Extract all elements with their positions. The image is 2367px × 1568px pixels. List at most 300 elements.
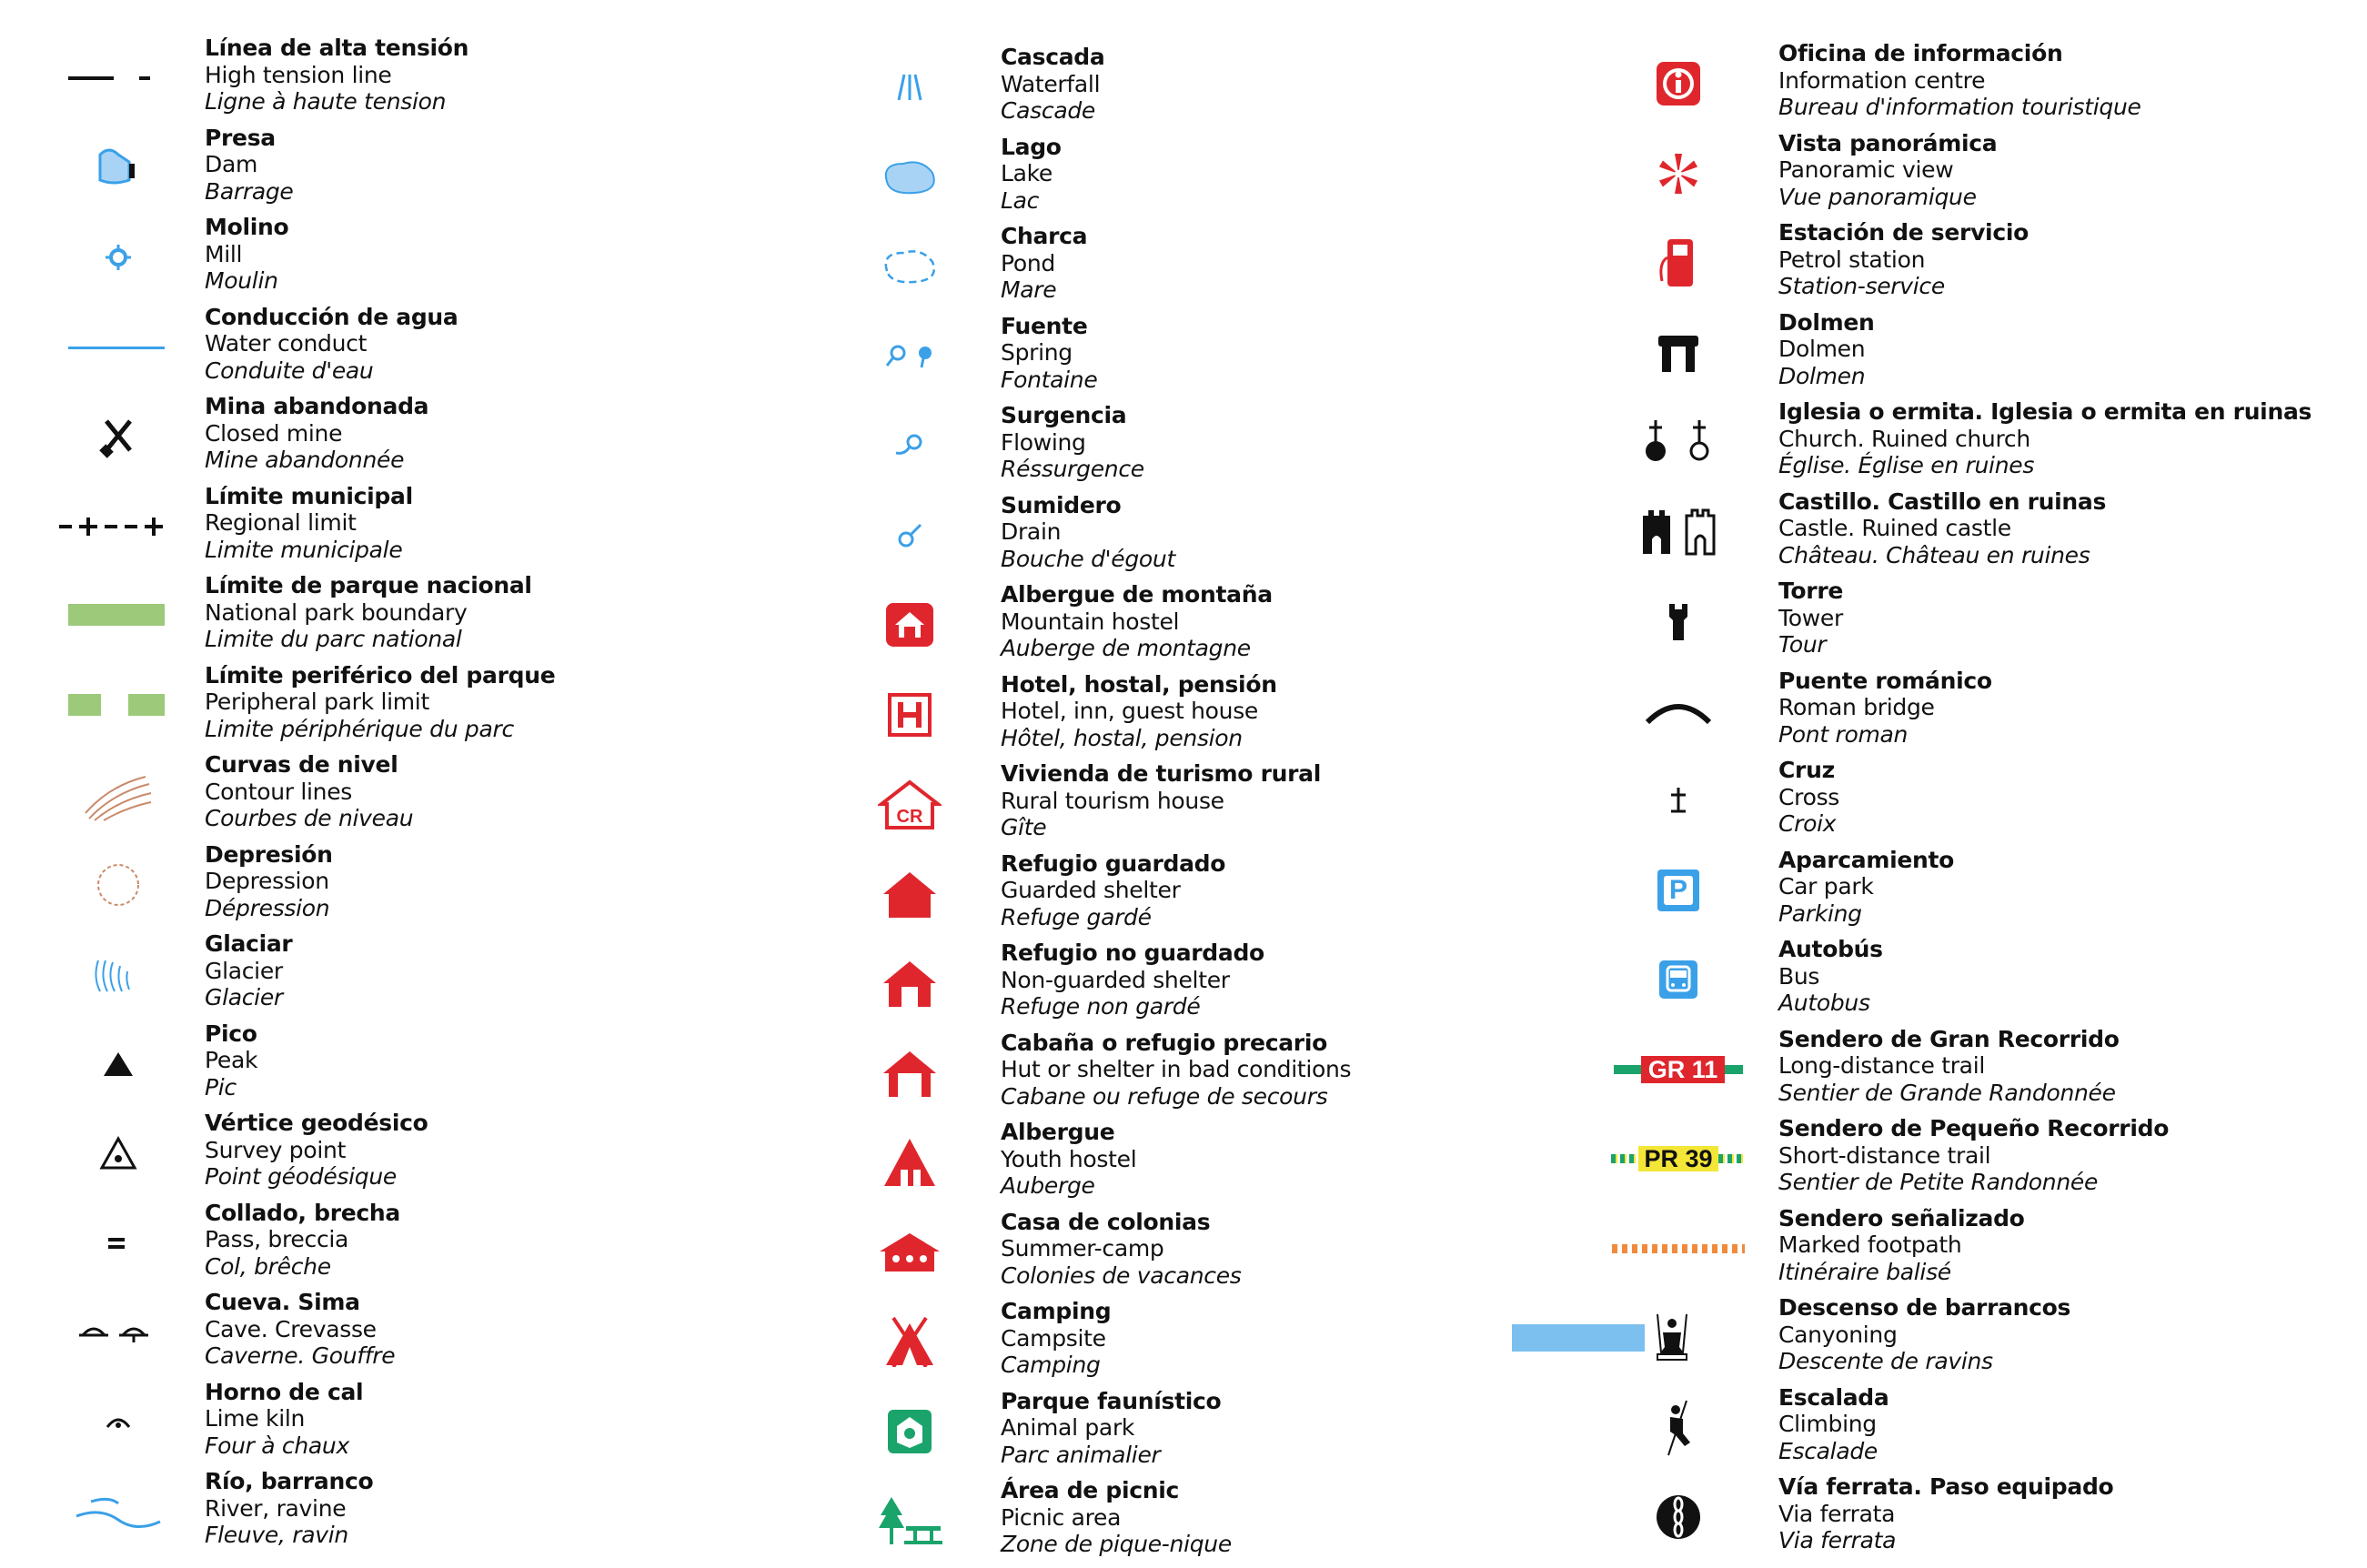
label-fr: Hôtel, hostal, pension	[1001, 724, 1243, 751]
label-fr: Station-service	[1778, 273, 1945, 299]
pond-icon	[828, 230, 992, 303]
legend-text	[1778, 668, 1992, 749]
legend-entry-lake	[791, 134, 1574, 224]
legend-entry-park-boundary	[0, 572, 782, 662]
legend-entry-non-guarded-shelter	[791, 940, 1574, 1030]
label-fr: Limite périphérique du parc	[205, 715, 514, 742]
guarded-shelter-icon	[828, 858, 992, 930]
label-en: Closed mine	[205, 419, 343, 447]
label-fr: Pont roman	[1778, 720, 1909, 748]
label-en: Canyoning	[1778, 1321, 1898, 1348]
legend-entry-hut	[791, 1030, 1574, 1120]
label-en: Bus	[1778, 962, 1820, 990]
label-fr: Limite municipale	[205, 536, 403, 563]
legend-text	[1778, 309, 1875, 390]
legend-entry-petrol-station	[1537, 219, 2320, 309]
label-fr: Courbes de niveau	[205, 805, 414, 831]
castle-icon	[1592, 496, 1765, 568]
label-en: Youth hostel	[1001, 1145, 1137, 1172]
label-fr: Château. Château en ruines	[1778, 541, 2090, 568]
label-fr: Cascade	[1001, 97, 1096, 124]
label-en: Lime kiln	[205, 1405, 306, 1432]
label-en: Regional limit	[205, 509, 357, 536]
label-fr: Caverne. Gouffre	[205, 1342, 396, 1369]
depression-icon	[36, 849, 200, 921]
label-en: Dolmen	[1778, 336, 1866, 362]
church-icon	[1592, 406, 1765, 478]
animal-park-icon	[828, 1395, 992, 1468]
label-es: Lago	[1001, 133, 1062, 160]
label-es: Presa	[205, 124, 276, 151]
label-fr: Descente de ravins	[1778, 1348, 1993, 1374]
legend-entry-panoramic-view	[1537, 130, 2320, 220]
legend-text	[205, 304, 458, 385]
legend-text	[1778, 488, 2106, 569]
label-fr: Colonies de vacances	[1001, 1261, 1242, 1289]
label-en: Tower	[1778, 604, 1843, 631]
label-es: Casa de colonias	[1001, 1208, 1211, 1235]
dam-icon	[36, 132, 200, 205]
label-fr: Vue panoramique	[1778, 183, 1977, 210]
legend-text	[205, 35, 468, 116]
label-es: Refugio no guardado	[1001, 940, 1264, 966]
label-fr: Cabane ou refuge de secours	[1001, 1082, 1328, 1110]
label-es: Torre	[1778, 578, 1844, 604]
legend-entry-flowing	[791, 402, 1574, 492]
legend-entry-pass	[0, 1200, 782, 1290]
hotel-icon	[828, 678, 992, 751]
label-en: Cross	[1778, 783, 1840, 810]
legend-entry-regional-limit	[0, 483, 782, 573]
cross-icon	[1592, 764, 1765, 837]
label-fr: Bouche d'égout	[1001, 545, 1175, 572]
tower-icon	[1592, 585, 1765, 658]
legend-text	[1001, 1388, 1221, 1469]
legend-column-2	[791, 44, 1574, 1567]
label-en: High tension line	[205, 61, 392, 88]
legend-entry-bus	[1537, 936, 2320, 1026]
label-fr: Autobus	[1778, 990, 1870, 1016]
closed-mine-icon	[36, 400, 200, 473]
legend-text	[1001, 1209, 1242, 1290]
label-en: Non-guarded shelter	[1001, 966, 1230, 993]
peak-icon	[36, 1028, 200, 1101]
label-fr: Réssurgence	[1001, 456, 1144, 482]
label-es: Molino	[205, 214, 289, 240]
label-es: Hotel, hostal, pensión	[1001, 670, 1277, 698]
legend-text	[1001, 492, 1175, 573]
label-fr: Zone de pique-nique	[1001, 1531, 1232, 1557]
spring-icon	[828, 320, 992, 393]
legend-text	[1001, 940, 1264, 1020]
label-fr: Auberge	[1001, 1172, 1095, 1199]
label-en: Lake	[1001, 160, 1053, 186]
youth-hostel-icon	[828, 1126, 992, 1199]
label-en: Waterfall	[1001, 70, 1101, 97]
label-fr: Camping	[1001, 1352, 1101, 1378]
label-es: Fuente	[1001, 312, 1088, 339]
label-es: Límite periférico del parque	[205, 661, 556, 689]
legend-text	[1001, 1298, 1111, 1379]
label-en: Climbing	[1778, 1411, 1877, 1437]
waterfall-icon	[828, 51, 992, 124]
label-en: Survey point	[205, 1136, 347, 1163]
legend-entry-picnic	[791, 1477, 1574, 1567]
legend-entry-campsite	[791, 1298, 1574, 1388]
svg-text:CR: CR	[896, 807, 923, 827]
legend-text	[1778, 1115, 2169, 1196]
gr-badge-text: GR 11	[1641, 1056, 1726, 1083]
label-fr: Moulin	[205, 267, 278, 294]
label-es: Albergue de montaña	[1001, 581, 1273, 608]
label-fr: Gîte	[1001, 814, 1047, 840]
legend-entry-drain	[791, 492, 1574, 582]
legend-entry-spring	[791, 313, 1574, 403]
legend-text	[1001, 44, 1104, 125]
petrol-station-icon	[1592, 226, 1765, 299]
non-guarded-shelter-icon	[828, 947, 992, 1020]
campsite-icon	[828, 1305, 992, 1378]
legend-entry-peak	[0, 1020, 782, 1111]
legend-text	[1778, 847, 1954, 928]
label-es: Descenso de barrancos	[1778, 1294, 2071, 1321]
label-fr: Sentier de Petite Randonnée	[1778, 1169, 2099, 1195]
label-fr: Col, brêche	[205, 1252, 331, 1280]
legend-entry-youth-hostel	[791, 1119, 1574, 1209]
short-distance-trail-icon	[1592, 1122, 1765, 1195]
climbing-icon	[1592, 1392, 1765, 1464]
lake-icon	[828, 141, 992, 214]
legend-entry-car-park	[1537, 847, 2320, 937]
label-fr: Four à chaux	[205, 1432, 349, 1459]
legend-text	[1001, 581, 1273, 662]
legend-entry-mill	[0, 214, 782, 304]
drain-icon	[828, 499, 992, 572]
label-es: Glaciar	[205, 930, 293, 957]
legend-entry-tower	[1537, 578, 2320, 668]
roman-bridge-icon	[1592, 675, 1765, 748]
legend-text	[1001, 134, 1062, 215]
label-fr: Bureau d'information touristique	[1778, 94, 2141, 120]
parking-badge-text: P	[1664, 876, 1693, 905]
label-en: Peripheral park limit	[205, 689, 429, 715]
marked-footpath-icon	[1592, 1212, 1765, 1285]
cave-icon	[36, 1296, 200, 1369]
label-fr: Auberge de montagne	[1001, 635, 1251, 661]
label-en: Contour lines	[205, 778, 353, 805]
legend-text	[1778, 578, 1843, 658]
label-es: Charca	[1001, 223, 1088, 249]
legend-entry-river	[0, 1468, 782, 1558]
label-en: Long-distance trail	[1778, 1052, 1985, 1079]
legend-text	[1778, 757, 1839, 838]
legend-text	[205, 214, 288, 295]
legend-text	[1778, 1205, 2025, 1286]
legend-entry-survey-point	[0, 1110, 782, 1200]
label-es: Albergue	[1001, 1119, 1115, 1145]
legend-text	[1778, 1384, 1889, 1465]
legend-text	[205, 1468, 373, 1549]
label-es: Vía ferrata. Paso equipado	[1778, 1473, 2114, 1500]
label-es: Autobús	[1778, 936, 1883, 962]
label-es: Vértice geodésico	[205, 1110, 428, 1136]
label-fr: Refuge non gardé	[1001, 993, 1201, 1020]
label-fr: Mine abandonnée	[205, 447, 405, 473]
label-en: Castle. Ruined castle	[1778, 515, 2011, 541]
legend-text	[205, 393, 428, 474]
legend-entry-glacier	[0, 930, 782, 1020]
legend-entry-climbing	[1537, 1384, 2320, 1474]
label-es: Iglesia o ermita. Iglesia o ermita en ruinas	[1778, 398, 2312, 425]
legend-entry-information	[1537, 40, 2320, 130]
legend-text	[205, 483, 413, 564]
label-fr: Escalade	[1778, 1437, 1878, 1464]
legend-entry-pond	[791, 223, 1574, 313]
label-en: Campsite	[1001, 1324, 1106, 1352]
legend-text	[1001, 223, 1087, 304]
label-es: Mina abandonada	[205, 393, 429, 419]
label-es: Horno de cal	[205, 1378, 364, 1405]
label-es: Parque faunístico	[1001, 1387, 1222, 1414]
legend-text	[205, 1200, 400, 1281]
panoramic-view-icon	[1592, 137, 1765, 210]
long-distance-trail-icon	[1592, 1033, 1765, 1106]
legend-entry-cave	[0, 1289, 782, 1379]
summer-camp-icon	[828, 1216, 992, 1289]
legend-text	[1778, 398, 2312, 479]
label-es: Escalada	[1778, 1383, 1889, 1411]
label-es: Área de picnic	[1001, 1477, 1180, 1503]
legend-entry-hotel	[791, 671, 1574, 761]
legend-text	[205, 1020, 257, 1101]
glacier-icon	[36, 938, 200, 1010]
label-en: Pass, breccia	[205, 1226, 349, 1252]
label-fr: Dolmen	[1778, 362, 1866, 389]
label-en: Church. Ruined church	[1778, 425, 2030, 452]
legend-text	[205, 841, 333, 922]
label-es: Camping	[1001, 1298, 1112, 1324]
legend-text	[1001, 671, 1277, 752]
water-conduct-icon	[36, 311, 200, 384]
label-fr: Limite du parc national	[205, 626, 462, 652]
label-es: Conducción de agua	[205, 303, 458, 330]
legend-entry-water-conduct	[0, 304, 782, 394]
label-en: Panoramic view	[1778, 156, 1954, 183]
label-en: Pond	[1001, 249, 1055, 276]
legend-text	[1001, 1119, 1136, 1200]
label-fr: Sentier de Grande Randonnée	[1778, 1079, 2116, 1106]
label-es: Cruz	[1778, 757, 1835, 783]
label-en: Depression	[205, 868, 329, 894]
bus-icon	[1592, 943, 1765, 1016]
label-es: Cabaña o refugio precario	[1001, 1029, 1327, 1056]
mountain-hostel-icon	[828, 588, 992, 661]
label-en: Rural tourism house	[1001, 787, 1224, 814]
label-fr: Parking	[1778, 900, 1862, 927]
label-en: Marked footpath	[1778, 1231, 1962, 1258]
legend-text	[1778, 936, 1883, 1017]
label-es: Límite de parque nacional	[205, 572, 532, 598]
high-tension-line-icon	[36, 42, 200, 115]
label-en: Information centre	[1778, 66, 1986, 94]
via-ferrata-icon	[1592, 1481, 1765, 1553]
label-es: Oficina de información	[1778, 40, 2063, 66]
label-es: Refugio guardado	[1001, 849, 1226, 877]
legend-text	[1001, 1030, 1351, 1111]
label-en: River, ravine	[205, 1494, 347, 1522]
survey-point-icon	[36, 1117, 200, 1190]
label-es: Castillo. Castillo en ruinas	[1778, 487, 2107, 515]
legend-text	[1778, 1294, 2070, 1375]
label-fr: Itinéraire balisé	[1778, 1258, 1951, 1285]
label-en: Cave. Crevasse	[205, 1315, 377, 1342]
legend-text	[1778, 219, 2029, 300]
label-es: Cueva. Sima	[205, 1289, 360, 1315]
flowing-icon	[828, 409, 992, 482]
label-en: Glacier	[205, 957, 283, 984]
legend-entry-animal-park	[791, 1388, 1574, 1478]
label-en: Spring	[1001, 339, 1073, 366]
label-fr: Mare	[1001, 276, 1057, 303]
label-es: Sumidero	[1001, 491, 1122, 518]
pr-badge-text: PR 39	[1638, 1146, 1717, 1171]
label-es: Vivienda de turismo rural	[1001, 760, 1321, 787]
legend-entry-long-distance-trail	[1537, 1026, 2320, 1116]
legend-entry-high-tension-line	[0, 35, 782, 125]
legend-entry-peripheral-limit	[0, 662, 782, 752]
peripheral-limit-icon	[36, 669, 200, 742]
legend-text	[1778, 130, 1997, 211]
label-fr: Barrage	[205, 177, 294, 205]
label-es: Curvas de nivel	[205, 751, 398, 778]
label-fr: Via ferrata	[1778, 1527, 1897, 1553]
legend-entry-guarded-shelter	[791, 850, 1574, 940]
river-icon	[36, 1475, 200, 1548]
label-fr: Croix	[1778, 810, 1837, 837]
legend-text	[205, 1379, 363, 1460]
legend-text	[1001, 1477, 1232, 1558]
label-en: Drain	[1001, 518, 1062, 545]
legend-column-1	[0, 35, 782, 1558]
legend-entry-marked-footpath	[1537, 1205, 2320, 1295]
label-es: Puente románico	[1778, 667, 1992, 694]
contour-lines-icon	[36, 759, 200, 831]
label-fr: Tour	[1778, 631, 1827, 658]
legend-text	[1001, 760, 1321, 841]
legend-text	[205, 662, 555, 743]
label-fr: Fontaine	[1001, 366, 1098, 393]
legend-entry-cross	[1537, 757, 2320, 847]
label-fr: Point géodésique	[205, 1163, 397, 1190]
legend-column-3	[1537, 40, 2320, 1563]
label-en: Guarded shelter	[1001, 877, 1181, 903]
label-fr: Dépression	[205, 894, 330, 921]
label-en: Hotel, inn, guest house	[1001, 698, 1259, 724]
label-en: Summer-camp	[1001, 1235, 1164, 1261]
label-es: Aparcamiento	[1778, 846, 1955, 873]
legend-text	[1001, 313, 1097, 394]
label-es: Vista panorámica	[1778, 129, 1998, 156]
label-es: Surgencia	[1001, 402, 1127, 428]
legend-entry-mountain-hostel	[791, 581, 1574, 671]
legend-text	[1778, 40, 2141, 121]
label-es: Sendero de Pequeño Recorrido	[1778, 1115, 2170, 1141]
label-en: Roman bridge	[1778, 694, 1935, 720]
pass-icon	[36, 1207, 200, 1280]
label-en: Petrol station	[1778, 246, 1926, 273]
label-fr: Parc animalier	[1001, 1441, 1161, 1468]
mill-icon	[36, 221, 200, 294]
legend-text	[205, 1110, 428, 1191]
legend-entry-short-distance-trail	[1537, 1115, 2320, 1205]
label-fr: Pic	[205, 1073, 237, 1101]
legend-text	[1778, 1026, 2120, 1107]
label-en: Dam	[205, 151, 258, 177]
label-en: Animal park	[1001, 1414, 1135, 1441]
legend-text	[1001, 402, 1144, 483]
legend-text	[205, 125, 294, 206]
legend-entry-via-ferrata	[1537, 1473, 2320, 1563]
label-en: Picnic area	[1001, 1503, 1122, 1531]
label-es: Línea de alta tensión	[205, 35, 469, 61]
label-en: Mountain hostel	[1001, 608, 1180, 635]
label-es: Depresión	[205, 840, 333, 868]
legend-text	[205, 1289, 395, 1370]
label-es: Pico	[205, 1020, 257, 1047]
rural-house-icon	[828, 768, 992, 840]
legend-entry-roman-bridge	[1537, 668, 2320, 758]
legend-entry-castle	[1537, 488, 2320, 578]
label-en: Mill	[205, 240, 243, 267]
canyoning-icon	[1592, 1302, 1765, 1374]
label-en: Car park	[1778, 873, 1874, 900]
legend-entry-closed-mine	[0, 393, 782, 483]
legend-entry-waterfall	[791, 44, 1574, 134]
label-fr: Lac	[1001, 186, 1040, 214]
label-en: Peak	[205, 1047, 258, 1073]
label-fr: Église. Église en ruines	[1778, 452, 2035, 478]
legend-text	[1001, 850, 1225, 931]
label-es: Río, barranco	[205, 1468, 374, 1494]
legend-text	[1778, 1473, 2113, 1554]
label-fr: Refuge gardé	[1001, 903, 1152, 930]
label-fr: Fleuve, ravin	[205, 1522, 348, 1548]
label-fr: Ligne à haute tension	[205, 88, 447, 115]
label-es: Cascada	[1001, 44, 1105, 70]
regional-limit-icon	[36, 490, 200, 563]
legend-entry-lime-kiln	[0, 1379, 782, 1469]
information-icon	[1592, 47, 1765, 120]
label-en: Via ferrata	[1778, 1500, 1896, 1527]
label-fr: Glacier	[205, 984, 283, 1010]
label-es: Estación de servicio	[1778, 219, 2029, 246]
legend-text	[205, 572, 532, 653]
label-es: Límite municipal	[205, 482, 413, 509]
legend-entry-dolmen	[1537, 309, 2320, 399]
park-boundary-icon	[36, 579, 200, 652]
legend-entry-rural-house	[791, 760, 1574, 850]
legend-entry-depression	[0, 841, 782, 931]
label-fr: Conduite d'eau	[205, 357, 374, 384]
dolmen-icon	[1592, 317, 1765, 389]
legend-entry-summer-camp	[791, 1209, 1574, 1299]
legend-entry-contour-lines	[0, 751, 782, 841]
label-en: Short-distance trail	[1778, 1141, 1991, 1169]
label-es: Sendero señalizado	[1778, 1204, 2025, 1231]
label-es: Collado, brecha	[205, 1199, 400, 1226]
legend-text	[205, 930, 292, 1011]
label-en: Hut or shelter in bad conditions	[1001, 1056, 1352, 1082]
